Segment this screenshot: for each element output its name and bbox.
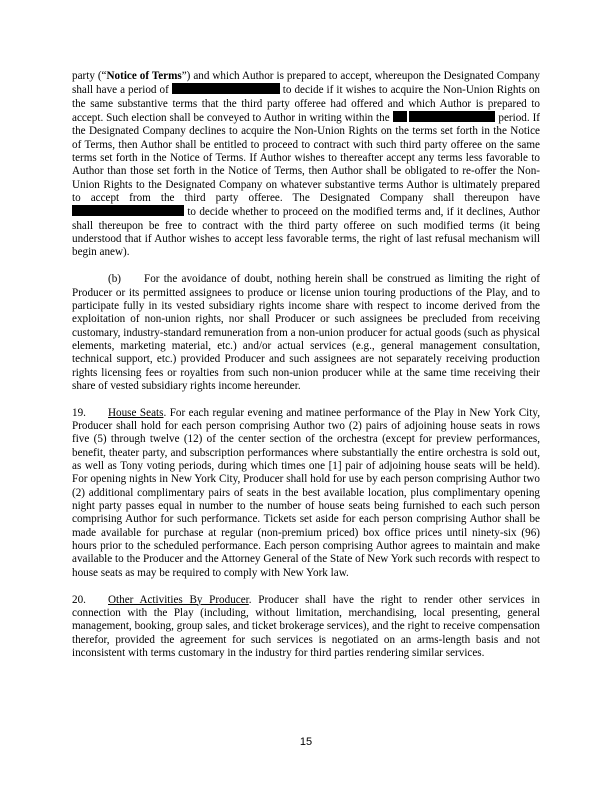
paragraph-b: (b) For the avoidance of doubt, nothing herein shall be construed as limiting the right of Producer or its permitted assignees to produce or license union touring productions of the Play, and to participate fully in its vested subsidiary rights income share with respect to income derived from the exploitation of non-union rights, nor shall Producer or such assignees be precluded from receiving customary, industry-standard remuneration from a non-union producer for actual goods (such as physical elements, marketing material, etc.) and/or actual services (e.g., general management consultation, technical support, etc.) provided Producer and such assignees are not separately receiving production rights licensing fees or royalties from such non-union producer while at the same time receiving their share of vested subsidiary rights income hereunder. xyxy=(72,273,540,392)
section-20-other-activities: 20. Other Activities By Producer. Producer shall have the right to render other services in connection with the Play (including, without limitation, merchandising, local presenting, general management, booking, group sales, and ticket brokerage services), and the right to receive compensation therefor, provided the agreement for such services is negotiated on an arms-length basis and not inconsistent with terms customary in the industry for third parties rendering similar services. xyxy=(72,593,540,659)
section-19-heading: House Seats xyxy=(108,406,164,419)
section-20-heading: Other Activities By Producer xyxy=(108,593,249,606)
page-number: 15 xyxy=(299,736,313,748)
redaction-box xyxy=(172,83,280,94)
redaction-box xyxy=(72,205,184,216)
section-19-house-seats: 19. House Seats. For each regular evening and matinee performance of the Play in New York City, Producer shall hold for each person comprising Author two (2) pairs of adjoining house seats in rows five (5) through twelve (12) of the center section of the orchestra (except for preview performances, benefit, theater party, and subscription performances where substantially the entire orchestra is sold out, as well as Tony voting periods, during which times one [1] pair of adjoining house seats will be held). For opening nights in New York City, Producer shall hold for use by each person comprising Author two (2) additional complimentary pairs of seats in the best available location, plus complimentary opening night party passes equal in number to the number of house seats being furnished to each such person comprising Author for such performance. Tickets set aside for each person comprising Author shall be made available for purchase at regular (non-premium priced) box office prices until ninety-six (96) hours prior to the scheduled performance. Each person comprising Author agrees to maintain and make available to the Producer and the Attorney General of the State of New York such records with respect to house seats as may be required to comply with New York law. xyxy=(72,406,540,579)
document-body xyxy=(72,70,540,674)
paragraph-b-label: (b) xyxy=(108,273,121,286)
section-20-number: 20. xyxy=(72,593,86,606)
redaction-box xyxy=(393,111,407,122)
redaction-box xyxy=(409,111,495,122)
defined-term-notice-of-terms: Notice of Terms xyxy=(106,70,182,82)
paragraph-notice-of-terms: party (“Notice of Terms”) and which Author is prepared to accept, whereupon the Designated Company shall have a period of to decide if it wishes to acquire the Non-Union Rights on the same substantive terms that the third party offeree had offered and which Author is prepared to accept. Such election shall be conveyed to Author in writing within the period. If the Designated Company declines to acquire the Non-Union Rights on the terms set forth in the Notice of Terms, then Author shall be entitled to proceed to contract with such third party offeree on the same terms set forth in the Notice of Terms. If Author wishes to thereafter accept any terms less favorable to Author than those set forth in the Notice of Terms, then Author shall be obligated to re-offer the Non-Union Rights to the Designated Company on whatever substantive terms Author is ultimately prepared to accept from the third party offeree. The Designated Company shall thereupon have to decide whether to proceed on the modified terms and, if it declines, Author shall thereupon be free to contract with the third party offeree on such modified terms (it being understood that if Author wishes to accept less favorable terms, the right of last refusal mechanism will begin anew). xyxy=(72,70,540,259)
section-19-number: 19. xyxy=(72,406,86,419)
